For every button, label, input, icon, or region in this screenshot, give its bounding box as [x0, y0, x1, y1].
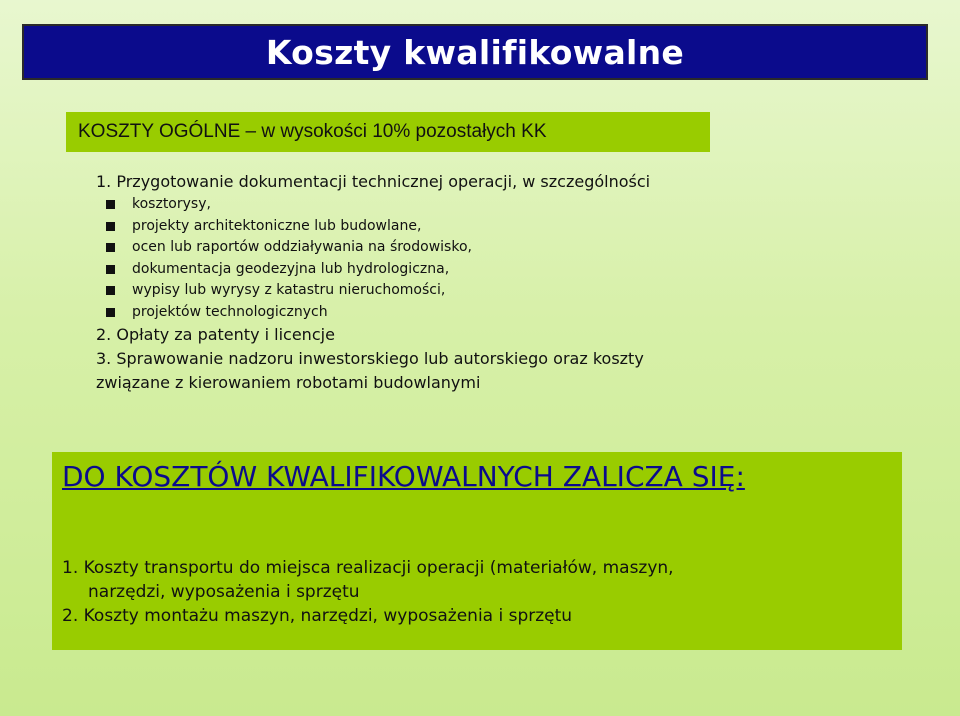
qualified-item-1-line-2: narzędzi, wyposażenia i sprzętu: [88, 582, 360, 602]
list-item-3-line-1: 3. Sprawowanie nadzoru inwestorskiego lub autorskiego oraz koszty: [96, 349, 644, 368]
bullet-item: projektów technologicznych: [132, 302, 946, 324]
list-item-2: 2. Opłaty za patenty i licencje: [96, 325, 335, 344]
bullet-item: kosztorysy,: [132, 194, 946, 216]
square-bullet-icon: [106, 308, 115, 317]
bullet-item: dokumentacja geodezyjna lub hydrologiczna,: [132, 259, 946, 281]
costs-list: [96, 170, 946, 395]
list-item-1: 1. Przygotowanie dokumentacji technicznej operacji, w szczególności: [96, 172, 651, 191]
overhead-costs-box: [66, 112, 710, 152]
square-bullet-icon: [106, 222, 115, 231]
qualified-item-2: 2. Koszty montażu maszyn, narzędzi, wyposażenia i sprzętu: [62, 606, 573, 626]
square-bullet-icon: [106, 243, 115, 252]
square-bullet-icon: [106, 265, 115, 274]
overhead-costs-header: KOSZTY OGÓLNE – w wysokości 10% pozostałych KK: [78, 121, 547, 142]
square-bullet-icon: [106, 200, 115, 209]
title-bar: [22, 24, 928, 80]
square-bullet-icon: [106, 286, 115, 295]
page-title: Koszty kwalifikowalne: [265, 32, 685, 72]
qualified-costs-list: [62, 556, 892, 628]
bullet-item: wypisy lub wyrysy z katastru nieruchomości,: [132, 280, 946, 302]
qualified-costs-heading: DO KOSZTÓW KWALIFIKOWALNYCH ZALICZA SIĘ:: [62, 460, 745, 493]
qualified-costs-box: [52, 452, 902, 650]
bullet-list: [96, 194, 946, 323]
bullet-item: ocen lub raportów oddziaływania na środowisko,: [132, 237, 946, 259]
bullet-item: projekty architektoniczne lub budowlane,: [132, 216, 946, 238]
qualified-item-1-line-1: 1. Koszty transportu do miejsca realizacji operacji (materiałów, maszyn,: [62, 558, 674, 578]
list-item-3-line-2: związane z kierowaniem robotami budowlanymi: [96, 373, 481, 392]
